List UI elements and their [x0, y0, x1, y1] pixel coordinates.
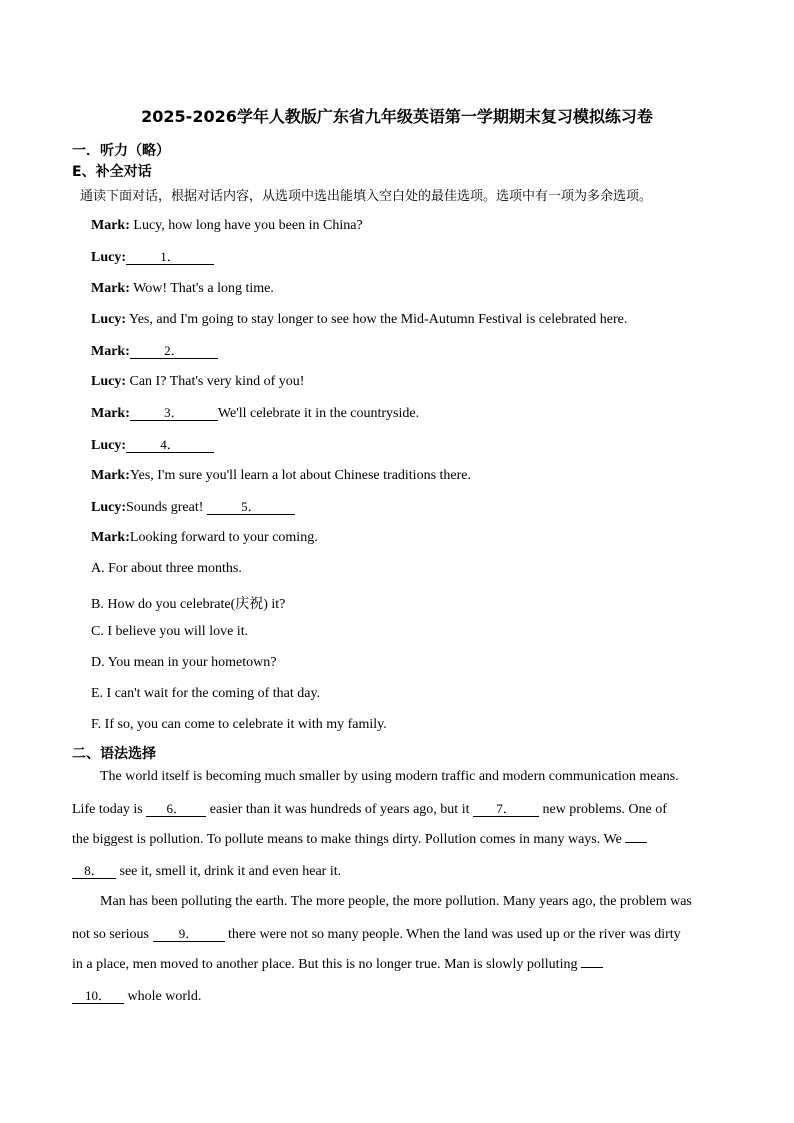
passage-line-3: the biggest is pollution. To pollute means to make things dirty. Pollution comes in many ways. We — [72, 832, 647, 848]
section-dialogue-heading: E、补全对话 — [72, 164, 152, 180]
instructions: 通读下面对话，根据对话内容，从选项中选出能填入空白处的最佳选项。选项中有一项为多余选项。 — [80, 189, 653, 204]
dialogue-line-3: Mark: Wow! That's a long time. — [91, 281, 274, 296]
blank-8-lead — [625, 842, 647, 843]
passage-line-1: The world itself is becoming much smaller by using modern traffic and modern communication means. — [100, 769, 679, 784]
option-a: A. For about three months. — [91, 561, 242, 576]
passage-line-7: in a place, men moved to another place. But this is no longer true. Man is slowly polluting — [72, 957, 603, 973]
dialogue-line-2: Lucy: 1． — [91, 249, 214, 266]
dialogue-line-11: Mark:Looking forward to your coming. — [91, 530, 318, 545]
passage-line-2: Life today is 6． easier than it was hundreds of years ago, but it 7． new problems. One of — [72, 801, 667, 817]
dialogue-line-4: Lucy: Yes, and I'm going to stay longer to see how the Mid-Autumn Festival is celebrated here. — [91, 312, 628, 327]
dialogue-line-9: Mark:Yes, I'm sure you'll learn a lot about Chinese traditions there. — [91, 468, 472, 483]
dialogue-line-8: Lucy: 4． — [91, 437, 214, 454]
blank-2[interactable]: 2． — [130, 343, 218, 359]
blank-4[interactable]: 4． — [126, 437, 214, 453]
option-c: C. I believe you will love it. — [91, 624, 249, 639]
blank-3[interactable]: 3． — [130, 405, 218, 421]
blank-5[interactable]: 5． — [207, 499, 295, 515]
blank-7[interactable]: 7． — [473, 801, 539, 817]
blank-10-lead — [581, 967, 603, 968]
section-listening-heading: 一．听力（略） — [72, 143, 170, 159]
passage-line-8: 10． whole world. — [72, 988, 201, 1005]
blank-6[interactable]: 6． — [146, 801, 206, 817]
dialogue-line-7: Mark: 3． We'll celebrate it in the countryside. — [91, 405, 420, 421]
option-b: B. How do you celebrate(庆祝) it? — [91, 597, 286, 612]
blank-1[interactable]: 1． — [126, 249, 214, 265]
dialogue-line-10: Lucy:Sounds great! 5． — [91, 499, 295, 516]
option-f: F. If so, you can come to celebrate it with my family. — [91, 717, 387, 732]
blank-9[interactable]: 9． — [153, 926, 225, 942]
dialogue-line-6: Lucy: Can I? That's very kind of you! — [91, 374, 305, 389]
page-title: 2025-2026学年人教版广东省九年级英语第一学期期末复习模拟练习卷 — [141, 107, 653, 126]
passage-line-5: Man has been polluting the earth. The more people, the more pollution. Many years ago, the problem was — [100, 894, 692, 909]
option-e: E. I can't wait for the coming of that day. — [91, 686, 321, 701]
passage-line-4: 8． see it, smell it, drink it and even hear it. — [72, 863, 341, 880]
dialogue-line-1: Mark: Lucy, how long have you been in China? — [91, 218, 363, 233]
section-grammar-heading: 二、语法选择 — [72, 746, 156, 762]
blank-10[interactable]: 10． — [72, 988, 124, 1004]
option-d: D. You mean in your hometown? — [91, 655, 277, 670]
blank-8[interactable]: 8． — [72, 863, 116, 879]
passage-line-6: not so serious 9． there were not so many people. When the land was used up or the river was dirty — [72, 926, 681, 942]
dialogue-line-5: Mark: 2． — [91, 343, 218, 360]
